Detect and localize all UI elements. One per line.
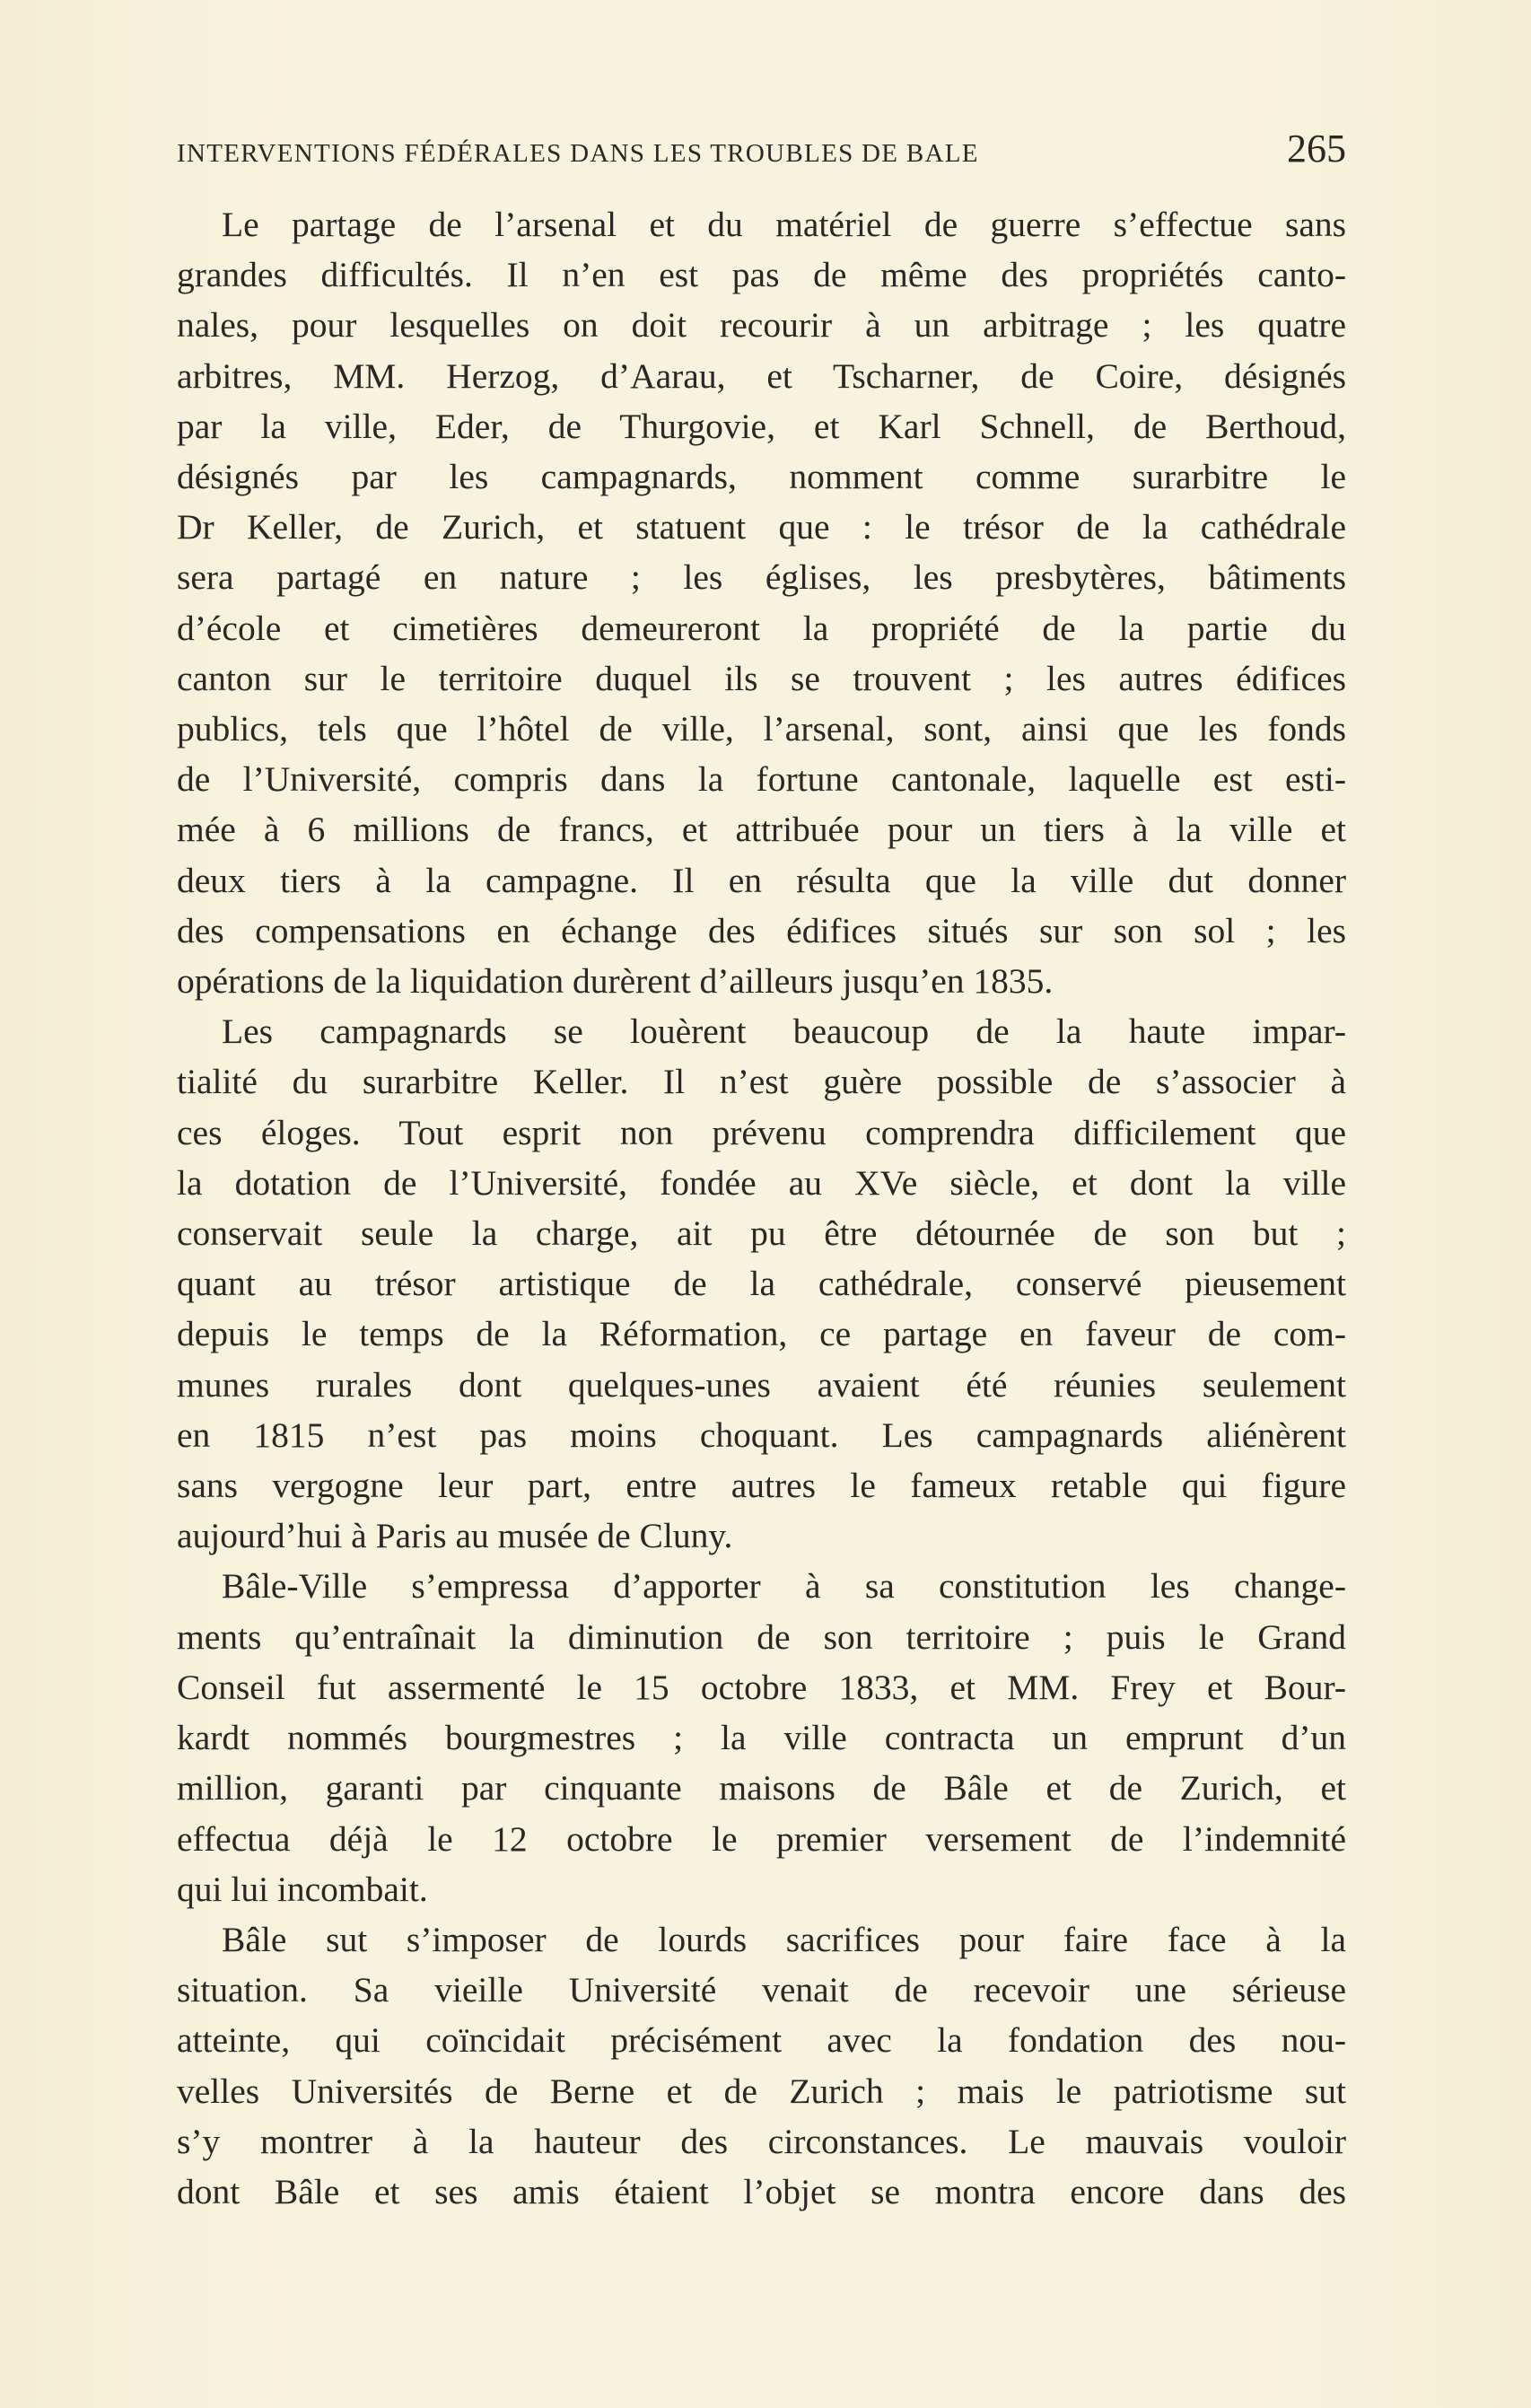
text-line: ments qu’entraînait la diminution de son territoire ; puis le Grand: [177, 1616, 1346, 1657]
text-line: nales, pour lesquelles on doit recourir à un arbitrage ; les quatre: [177, 305, 1346, 346]
text-line: Le partage de l’arsenal et du matériel de guerre s’effectue sans: [222, 205, 1346, 244]
text-line: effectua déjà le 12 octobre le premier versement de l’indemnité: [177, 1818, 1346, 1859]
text-line: Les campagnards se louèrent beaucoup de la haute impar-: [222, 1011, 1346, 1052]
text-line: sera partagé en nature ; les églises, les presbytères, bâtiments: [177, 557, 1346, 598]
text-line: atteinte, qui coïncidait précisément avec la fondation des nou-: [177, 2020, 1346, 2061]
text-line: Dr Keller, de Zurich, et statuent que : le trésor de la cathédrale: [177, 507, 1346, 547]
text-line: million, garanti par cinquante maisons de Bâle et de Zurich, et: [177, 1768, 1346, 1808]
running-head: [177, 126, 1346, 180]
text-line: en 1815 n’est pas moins choquant. Les campagnards aliénèrent: [177, 1414, 1346, 1455]
text-line: conservait seule la charge, ait pu être détournée de son but ;: [177, 1213, 1346, 1254]
text-line: sans vergogne leur part, entre autres le fameux retable qui figure: [177, 1466, 1346, 1506]
text-line: Bâle sut s’imposer de lourds sacrifices pour faire face à la: [222, 1919, 1346, 1959]
text-line: arbitres, MM. Herzog, d’Aarau, et Tscharner, de Coire, désignés: [177, 355, 1346, 396]
text-line: par la ville, Eder, de Thurgovie, et Karl Schnell, de Berthoud,: [177, 406, 1346, 446]
text-line: qui lui incombait.: [177, 1869, 428, 1909]
text-line: Conseil fut assermenté le 15 octobre 1833, et MM. Frey et Bour-: [177, 1667, 1346, 1707]
text-line: situation. Sa vieille Université venait de recevoir une sérieuse: [177, 1970, 1346, 2010]
text-line: kardt nommés bourgmestres ; la ville contracta un emprunt d’un: [177, 1718, 1346, 1758]
text-line: s’y montrer à la hauteur des circonstances. Le mauvais vouloir: [177, 2121, 1346, 2161]
text-line: canton sur le territoire duquel ils se trouvent ; les autres édifices: [177, 658, 1346, 698]
text-line: opérations de la liquidation durèrent d’ailleurs jusqu’en 1835.: [177, 961, 1054, 1002]
text-line: dont Bâle et ses amis étaient l’objet se montra encore dans des: [177, 2171, 1346, 2211]
text-line: des compensations en échange des édifices situés sur son sol ; les: [177, 910, 1346, 950]
text-line: tialité du surarbitre Keller. Il n’est guère possible de s’associer à: [177, 1062, 1346, 1102]
body-text: [177, 199, 1346, 2217]
text-line: velles Universités de Berne et de Zurich ; mais le patriotisme sut: [177, 2071, 1346, 2111]
text-line: publics, tels que l’hôtel de ville, l’arsenal, sont, ainsi que les fonds: [177, 709, 1346, 749]
text-line: désignés par les campagnards, nomment comme surarbitre le: [177, 457, 1346, 497]
text-line: d’école et cimetières demeureront la propriété de la partie du: [177, 608, 1346, 648]
text-line: Bâle-Ville s’empressa d’apporter à sa constitution les change-: [222, 1566, 1346, 1607]
running-title: INTERVENTIONS FÉDÉRALES DANS LES TROUBLES DE BALE: [177, 139, 979, 168]
text-line: aujourd’hui à Paris au musée de Cluny.: [177, 1516, 733, 1556]
text-line: munes rurales dont quelques-unes avaient été réunies seulement: [177, 1364, 1346, 1405]
page-number: 265: [1287, 127, 1346, 171]
text-line: mée à 6 millions de francs, et attribuée pour un tiers à la ville et: [177, 810, 1346, 850]
text-line: depuis le temps de la Réformation, ce partage en faveur de com-: [177, 1314, 1346, 1354]
text-line: de l’Université, compris dans la fortune cantonale, laquelle est esti-: [177, 759, 1346, 800]
text-line: la dotation de l’Université, fondée au XVe siècle, et dont la ville: [177, 1162, 1346, 1203]
text-line: deux tiers à la campagne. Il en résulta que la ville dut donner: [177, 860, 1346, 900]
text-line: ces éloges. Tout esprit non prévenu comprendra difficilement que: [177, 1112, 1346, 1152]
text-line: quant au trésor artistique de la cathédrale, conservé pieusement: [177, 1264, 1346, 1304]
text-line: grandes difficultés. Il n’en est pas de même des propriétés canto-: [177, 255, 1346, 295]
